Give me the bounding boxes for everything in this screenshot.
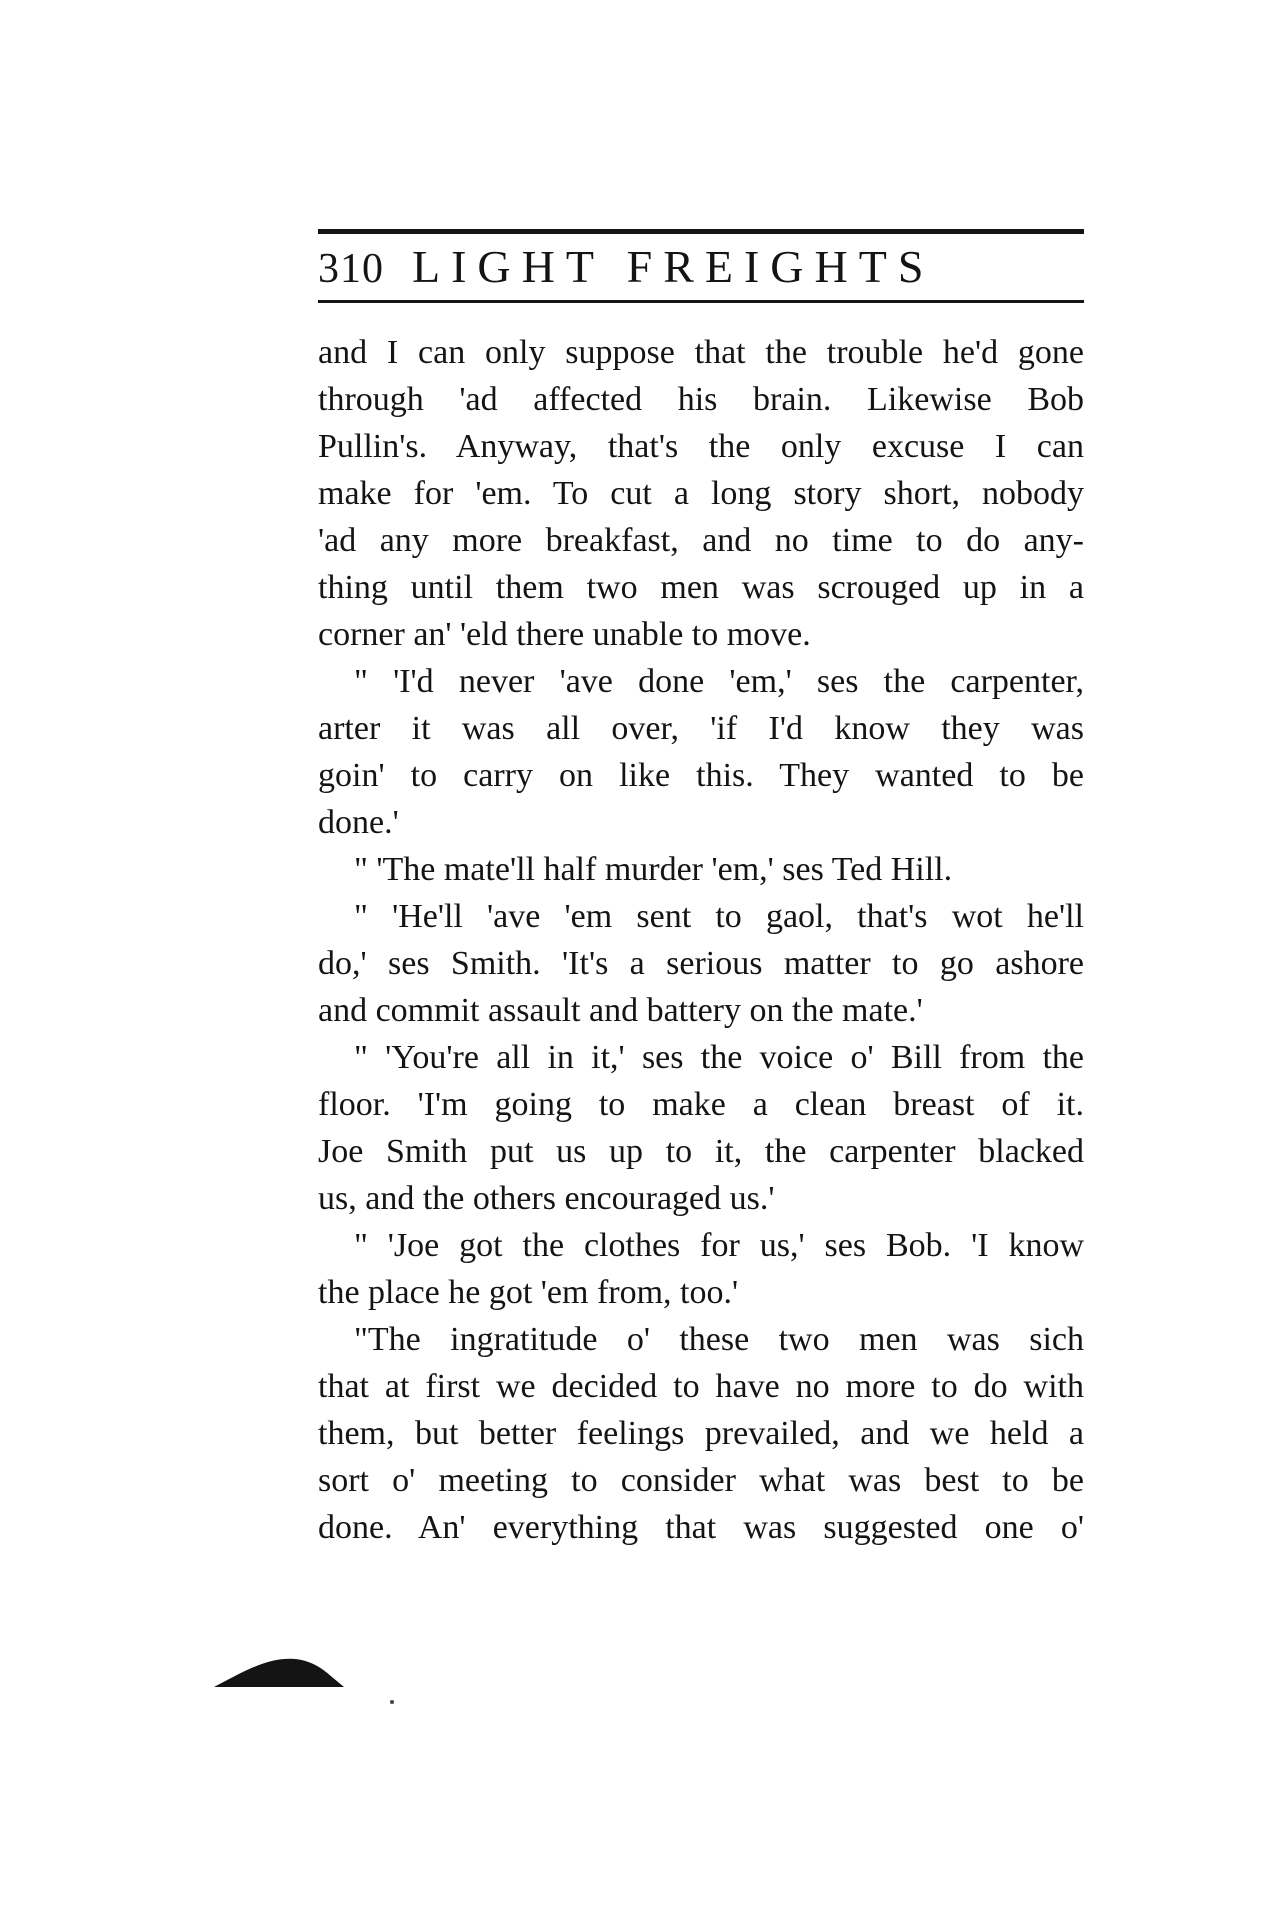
- ink-smudge-icon: [214, 1655, 344, 1687]
- text-line: " 'He'll 'ave 'em sent to gaol, that's wot he'll: [354, 898, 1084, 935]
- text-line: the place he got 'em from, too.': [318, 1274, 739, 1311]
- text-line: " 'You're all in it,' ses the voice o' Bill from the: [354, 1039, 1084, 1076]
- running-head: [318, 240, 934, 298]
- text-line: sort o' meeting to consider what was best to be: [318, 1462, 1084, 1499]
- page-number: 310: [318, 246, 384, 292]
- text-line: Pullin's. Anyway, that's the only excuse I can: [318, 428, 1084, 465]
- text-line: and I can only suppose that the trouble he'd gone: [318, 334, 1084, 371]
- header-rule-bottom: [318, 300, 1084, 303]
- book-title: LIGHT FREIGHTS: [412, 241, 935, 292]
- text-line: them, but better feelings prevailed, and we held a: [318, 1415, 1084, 1452]
- body-text: [318, 329, 1084, 1551]
- text-line: that at first we decided to have no more to do with: [318, 1368, 1084, 1405]
- text-line: done. An' everything that was suggested one o': [318, 1509, 1084, 1546]
- text-line: floor. 'I'm going to make a clean breast of it.: [318, 1086, 1084, 1123]
- text-line: make for 'em. To cut a long story short, nobody: [318, 475, 1084, 512]
- text-line: corner an' 'eld there unable to move.: [318, 616, 811, 653]
- text-line: done.': [318, 804, 399, 841]
- text-line: through 'ad affected his brain. Likewise Bob: [318, 381, 1084, 418]
- header-rule-top: [318, 229, 1084, 234]
- text-line: " 'Joe got the clothes for us,' ses Bob. 'I know: [354, 1227, 1084, 1264]
- text-line: and commit assault and battery on the mate.': [318, 992, 923, 1029]
- ink-speck: [390, 1700, 394, 1704]
- text-line: " 'I'd never 'ave done 'em,' ses the carpenter,: [354, 663, 1084, 700]
- text-line: Joe Smith put us up to it, the carpenter blacked: [318, 1133, 1084, 1170]
- text-line: arter it was all over, 'if I'd know they was: [318, 710, 1084, 747]
- text-line: "The ingratitude o' these two men was sich: [354, 1321, 1084, 1358]
- text-line: thing until them two men was scrouged up in a: [318, 569, 1084, 606]
- text-line: goin' to carry on like this. They wanted to be: [318, 757, 1084, 794]
- text-line: us, and the others encouraged us.': [318, 1180, 775, 1217]
- text-line: do,' ses Smith. 'It's a serious matter to go ashore: [318, 945, 1084, 982]
- text-line: 'ad any more breakfast, and no time to do any-: [318, 522, 1084, 559]
- text-line: " 'The mate'll half murder 'em,' ses Ted Hill.: [354, 851, 953, 888]
